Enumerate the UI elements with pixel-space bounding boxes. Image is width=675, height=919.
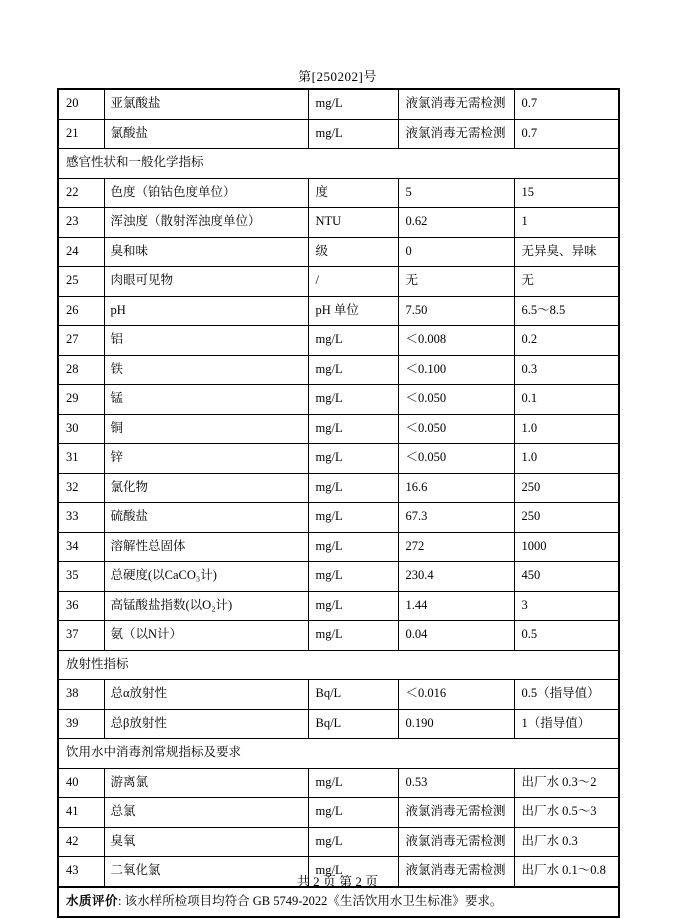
- table-row: [58, 532, 619, 562]
- table-row: [58, 355, 619, 385]
- cell-unit: pH 单位: [308, 296, 398, 326]
- cell-no: 38: [58, 680, 104, 710]
- cell-name: 高锰酸盐指数(以O₂计): [104, 591, 308, 621]
- cell-name: 氨（以N计）: [104, 621, 308, 651]
- cell-name: 浑浊度（散射浑浊度单位）: [104, 208, 308, 238]
- table-row: [58, 562, 619, 592]
- cell-limit: 0.2: [514, 326, 619, 356]
- cell-value: 无: [398, 267, 514, 297]
- cell-limit: 出厂水 0.1～0.8: [514, 857, 619, 887]
- cell-unit: mg/L: [308, 562, 398, 592]
- table-row: [58, 621, 619, 651]
- cell-unit: /: [308, 267, 398, 297]
- cell-name: 锌: [104, 444, 308, 474]
- cell-unit: Bq/L: [308, 680, 398, 710]
- cell-name: 氯化物: [104, 473, 308, 503]
- section-label: 感官性状和一般化学指标: [58, 149, 619, 179]
- cell-name: 肉眼可见物: [104, 267, 308, 297]
- cell-value: 液氯消毒无需检测: [398, 827, 514, 857]
- evaluation-row: [58, 887, 619, 918]
- cell-value: 16.6: [398, 473, 514, 503]
- table-row: [58, 178, 619, 208]
- table-row: [58, 119, 619, 149]
- cell-name: 臭氧: [104, 827, 308, 857]
- cell-limit: 0.5（指导值）: [514, 680, 619, 710]
- cell-no: 40: [58, 768, 104, 798]
- cell-unit: mg/L: [308, 444, 398, 474]
- cell-value: ＜0.050: [398, 444, 514, 474]
- cell-name: 锰: [104, 385, 308, 415]
- cell-no: 29: [58, 385, 104, 415]
- cell-limit: 450: [514, 562, 619, 592]
- cell-limit: 出厂水 0.3～2: [514, 768, 619, 798]
- cell-limit: 0.7: [514, 89, 619, 119]
- cell-unit: 级: [308, 237, 398, 267]
- table-row: [58, 503, 619, 533]
- cell-name: 亚氯酸盐: [104, 89, 308, 119]
- table-row: [58, 473, 619, 503]
- table-row: [58, 237, 619, 267]
- table-row: [58, 444, 619, 474]
- cell-limit: 1000: [514, 532, 619, 562]
- cell-no: 30: [58, 414, 104, 444]
- cell-limit: 无异臭、异味: [514, 237, 619, 267]
- cell-no: 22: [58, 178, 104, 208]
- table-row: [58, 798, 619, 828]
- cell-limit: 0.1: [514, 385, 619, 415]
- cell-no: 39: [58, 709, 104, 739]
- evaluation-cell: [58, 887, 619, 918]
- table-row: [58, 709, 619, 739]
- cell-name: 二氧化氯: [104, 857, 308, 887]
- cell-limit: 1.0: [514, 414, 619, 444]
- cell-no: 36: [58, 591, 104, 621]
- table-row: [58, 414, 619, 444]
- water-quality-table: [57, 88, 620, 918]
- table-body: [58, 89, 619, 917]
- cell-no: 35: [58, 562, 104, 592]
- table-row: [58, 591, 619, 621]
- section-label: 饮用水中消毒剂常规指标及要求: [58, 739, 619, 769]
- doc-number: 第[250202]号: [298, 69, 377, 84]
- cell-unit: Bq/L: [308, 709, 398, 739]
- table-row: [58, 385, 619, 415]
- table-row: [58, 89, 619, 119]
- section-row: [58, 739, 619, 769]
- cell-value: 液氯消毒无需检测: [398, 89, 514, 119]
- cell-no: 34: [58, 532, 104, 562]
- cell-limit: 0.3: [514, 355, 619, 385]
- cell-value: ＜0.100: [398, 355, 514, 385]
- cell-value: 0.04: [398, 621, 514, 651]
- evaluation-label: 水质评价: [66, 893, 119, 908]
- cell-value: 0.62: [398, 208, 514, 238]
- cell-name: 游离氯: [104, 768, 308, 798]
- cell-value: 液氯消毒无需检测: [398, 798, 514, 828]
- cell-no: 41: [58, 798, 104, 828]
- cell-no: 24: [58, 237, 104, 267]
- table-row: [58, 296, 619, 326]
- cell-value: 0.53: [398, 768, 514, 798]
- cell-no: 43: [58, 857, 104, 887]
- cell-limit: 6.5～8.5: [514, 296, 619, 326]
- cell-no: 37: [58, 621, 104, 651]
- cell-limit: 1.0: [514, 444, 619, 474]
- cell-no: 25: [58, 267, 104, 297]
- cell-limit: 出厂水 0.5～3: [514, 798, 619, 828]
- cell-unit: mg/L: [308, 532, 398, 562]
- cell-no: 23: [58, 208, 104, 238]
- cell-value: 5: [398, 178, 514, 208]
- cell-value: 230.4: [398, 562, 514, 592]
- cell-name: 臭和味: [104, 237, 308, 267]
- cell-limit: 出厂水 0.3: [514, 827, 619, 857]
- cell-unit: mg/L: [308, 414, 398, 444]
- table-row: [58, 768, 619, 798]
- cell-unit: 度: [308, 178, 398, 208]
- cell-name: 总硬度(以CaCO₃计): [104, 562, 308, 592]
- cell-value: 液氯消毒无需检测: [398, 119, 514, 149]
- cell-value: ＜0.016: [398, 680, 514, 710]
- cell-limit: 1（指导值）: [514, 709, 619, 739]
- cell-no: 20: [58, 89, 104, 119]
- cell-limit: 1: [514, 208, 619, 238]
- cell-name: 铜: [104, 414, 308, 444]
- cell-limit: 0.5: [514, 621, 619, 651]
- cell-unit: mg/L: [308, 768, 398, 798]
- cell-value: 0: [398, 237, 514, 267]
- cell-value: ＜0.050: [398, 414, 514, 444]
- cell-unit: mg/L: [308, 89, 398, 119]
- cell-unit: mg/L: [308, 503, 398, 533]
- cell-unit: mg/L: [308, 621, 398, 651]
- cell-limit: 250: [514, 473, 619, 503]
- section-row: [58, 149, 619, 179]
- cell-value: 0.190: [398, 709, 514, 739]
- cell-limit: 无: [514, 267, 619, 297]
- cell-name: pH: [104, 296, 308, 326]
- section-label: 放射性指标: [58, 650, 619, 680]
- cell-value: 67.3: [398, 503, 514, 533]
- cell-value: ＜0.008: [398, 326, 514, 356]
- cell-name: 溶解性总固体: [104, 532, 308, 562]
- cell-name: 铝: [104, 326, 308, 356]
- cell-name: 铁: [104, 355, 308, 385]
- cell-no: 33: [58, 503, 104, 533]
- cell-unit: mg/L: [308, 591, 398, 621]
- cell-value: 1.44: [398, 591, 514, 621]
- cell-name: 总β放射性: [104, 709, 308, 739]
- cell-unit: mg/L: [308, 326, 398, 356]
- cell-name: 色度（铂钴色度单位）: [104, 178, 308, 208]
- cell-unit: mg/L: [308, 119, 398, 149]
- table-row: [58, 827, 619, 857]
- cell-name: 氯酸盐: [104, 119, 308, 149]
- table-row: [58, 208, 619, 238]
- cell-no: 32: [58, 473, 104, 503]
- table-row: [58, 680, 619, 710]
- cell-value: 液氯消毒无需检测: [398, 857, 514, 887]
- section-row: [58, 650, 619, 680]
- table-row: [58, 267, 619, 297]
- cell-unit: mg/L: [308, 473, 398, 503]
- cell-unit: mg/L: [308, 385, 398, 415]
- cell-unit: mg/L: [308, 857, 398, 887]
- cell-no: 42: [58, 827, 104, 857]
- cell-unit: mg/L: [308, 827, 398, 857]
- evaluation-text: : 该水样所检项目均符合 GB 5749-2022《生活饮用水卫生标准》要求。: [118, 893, 503, 908]
- cell-limit: 250: [514, 503, 619, 533]
- cell-limit: 15: [514, 178, 619, 208]
- cell-unit: NTU: [308, 208, 398, 238]
- cell-name: 总氯: [104, 798, 308, 828]
- page-footer: 共 2 页 第 2 页: [296, 874, 379, 889]
- cell-no: 28: [58, 355, 104, 385]
- cell-no: 31: [58, 444, 104, 474]
- cell-value: 7.50: [398, 296, 514, 326]
- cell-unit: mg/L: [308, 798, 398, 828]
- cell-no: 27: [58, 326, 104, 356]
- cell-no: 26: [58, 296, 104, 326]
- table-row: [58, 326, 619, 356]
- cell-value: ＜0.050: [398, 385, 514, 415]
- cell-no: 21: [58, 119, 104, 149]
- cell-value: 272: [398, 532, 514, 562]
- cell-name: 总α放射性: [104, 680, 308, 710]
- cell-limit: 3: [514, 591, 619, 621]
- cell-unit: mg/L: [308, 355, 398, 385]
- cell-limit: 0.7: [514, 119, 619, 149]
- cell-name: 硫酸盐: [104, 503, 308, 533]
